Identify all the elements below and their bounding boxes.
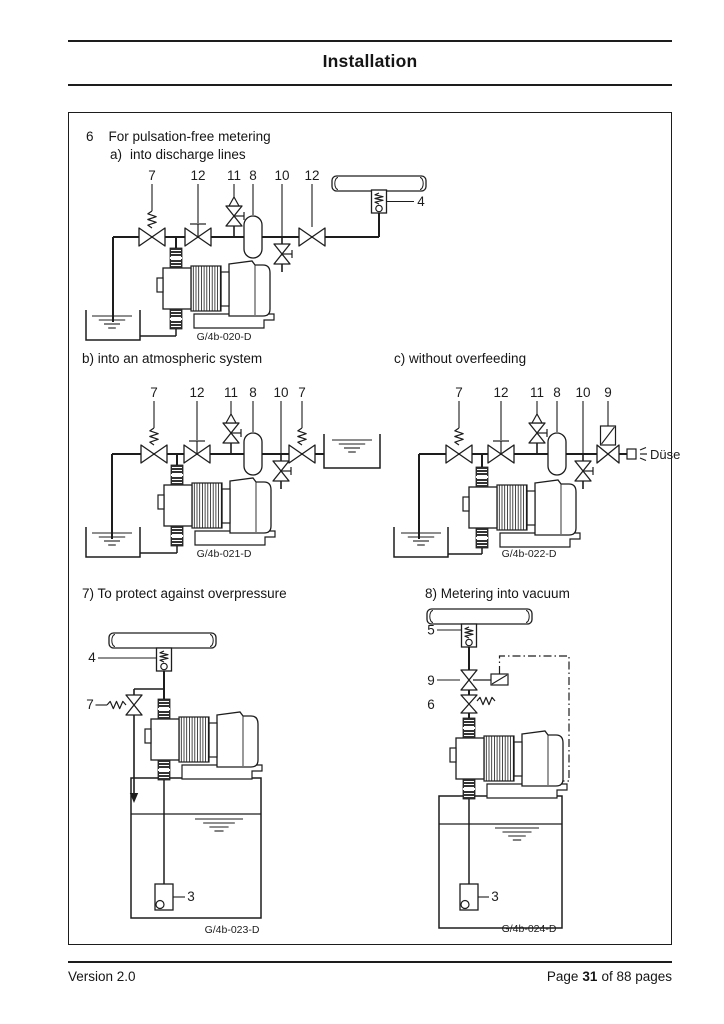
- vent-valve-icon: [226, 197, 244, 226]
- section-heading: [86, 129, 271, 144]
- relief-valve-icon: [141, 428, 167, 463]
- nozzle-label: Düse: [650, 447, 681, 462]
- dosing-tank-icon: [439, 796, 562, 928]
- drain-valve-icon: [575, 461, 593, 489]
- callout-label: 8: [553, 385, 561, 400]
- section-title: For pulsation-free metering: [108, 129, 271, 144]
- metering-pump-icon: [145, 699, 262, 780]
- vent-valve-icon: [529, 414, 547, 443]
- callout-label: 12: [190, 168, 206, 183]
- callout-label: 10: [274, 168, 290, 183]
- diagram-into-discharge-lines: [84, 160, 664, 358]
- relief-valve-icon: [446, 428, 472, 463]
- callout-label: 9: [604, 385, 612, 400]
- page-indicator: [547, 969, 672, 984]
- section-number: 6: [86, 129, 94, 144]
- callout-label: 11: [529, 385, 545, 400]
- solenoid-actuator-icon: [491, 674, 508, 685]
- page-footer: [68, 969, 672, 984]
- callout-label: 7: [86, 697, 94, 712]
- shutoff-valve-icon: [488, 441, 514, 463]
- figure-caption: G/4b-020-D: [196, 331, 252, 343]
- solenoid-actuator-icon: [601, 426, 616, 445]
- supply-tank-icon: [394, 527, 448, 557]
- diagram-e-title: 8) Metering into vacuum: [425, 586, 570, 601]
- callout-label: 4: [88, 650, 96, 665]
- injection-valve-icon: [462, 624, 477, 647]
- callout-label: 3: [491, 889, 499, 904]
- page-word: Page: [546, 969, 579, 984]
- metering-pump-icon: [450, 718, 567, 799]
- shutoff-valve-icon: [184, 441, 210, 463]
- discharge-pipe-icon: [109, 633, 216, 648]
- diagram-without-overfeeding: [389, 377, 719, 575]
- figure-caption: G/4b-024-D: [501, 923, 557, 935]
- pulsation-damper-icon: [244, 216, 262, 258]
- footer-rule: [68, 961, 672, 963]
- pulsation-damper-icon: [244, 433, 262, 475]
- discharge-pipe-icon: [332, 176, 426, 191]
- injection-valve-icon: [157, 648, 172, 671]
- page-number: 31: [582, 969, 598, 984]
- dosing-tank-icon: [131, 778, 261, 918]
- injection-valve-icon: [372, 190, 387, 213]
- callout-label: 10: [575, 385, 591, 400]
- discharge-pipe-icon: [427, 609, 532, 624]
- callout-label: 12: [493, 385, 509, 400]
- page-count: of 88 pages: [601, 969, 672, 984]
- callout-label: 10: [273, 385, 289, 400]
- callout-label: 7: [148, 168, 156, 183]
- nozzle-icon: [627, 448, 647, 461]
- diagram-overpressure-protection: [81, 601, 391, 946]
- callout-label: 8: [249, 168, 257, 183]
- callout-label: 6: [427, 697, 435, 712]
- callout-label: 7: [455, 385, 463, 400]
- pulsation-damper-icon: [548, 433, 566, 475]
- supply-tank-icon: [324, 434, 380, 468]
- foot-valve-icon: [155, 884, 173, 910]
- drain-valve-icon: [274, 244, 292, 272]
- diagram-d-title: 7) To protect against overpressure: [82, 586, 287, 601]
- callout-label: 7: [150, 385, 158, 400]
- relief-valve-icon: [139, 211, 165, 246]
- diagram-atmospheric-system: [84, 377, 396, 575]
- foot-valve-icon: [460, 884, 478, 910]
- shutoff-valve-icon: [185, 224, 211, 246]
- diagram-c-title: c) without overfeeding: [394, 351, 527, 366]
- callout-label: 12: [189, 385, 205, 400]
- diagram-metering-into-vacuum: [419, 596, 709, 946]
- callout-label: 9: [427, 673, 435, 688]
- figure-caption: G/4b-022-D: [501, 548, 557, 560]
- callout-label: 11: [226, 168, 242, 183]
- figure-caption: G/4b-021-D: [196, 548, 252, 560]
- callout-label: 7: [298, 385, 306, 400]
- callout-label: 8: [249, 385, 257, 400]
- metering-pump-icon: [158, 465, 275, 546]
- metering-pump-icon: [157, 248, 274, 329]
- page-title: Installation: [322, 51, 418, 71]
- figure-box: [68, 112, 681, 945]
- liquid-level-icon: [401, 533, 441, 545]
- callout-label: 11: [223, 385, 239, 400]
- liquid-level-icon: [195, 819, 243, 831]
- metering-pump-icon: [463, 467, 580, 548]
- liquid-level-icon: [332, 440, 372, 452]
- callout-label: 3: [187, 889, 195, 904]
- section-subtitle-text: into discharge lines: [130, 147, 246, 162]
- version-label: Version 2.0: [68, 969, 136, 984]
- header-rule-bottom: [68, 84, 672, 86]
- header-rule-top: [68, 40, 672, 42]
- figure-caption: G/4b-023-D: [204, 924, 260, 936]
- drain-valve-icon: [273, 461, 291, 489]
- liquid-level-icon: [495, 828, 539, 840]
- vent-valve-icon: [223, 414, 241, 443]
- relief-valve-icon: [289, 428, 315, 463]
- section-subtitle-prefix: a): [110, 147, 123, 162]
- callout-label: 4: [417, 194, 425, 209]
- callout-label: 12: [304, 168, 320, 183]
- callout-label: 5: [427, 622, 435, 638]
- diagram-b-title: b) into an atmospheric system: [82, 351, 263, 366]
